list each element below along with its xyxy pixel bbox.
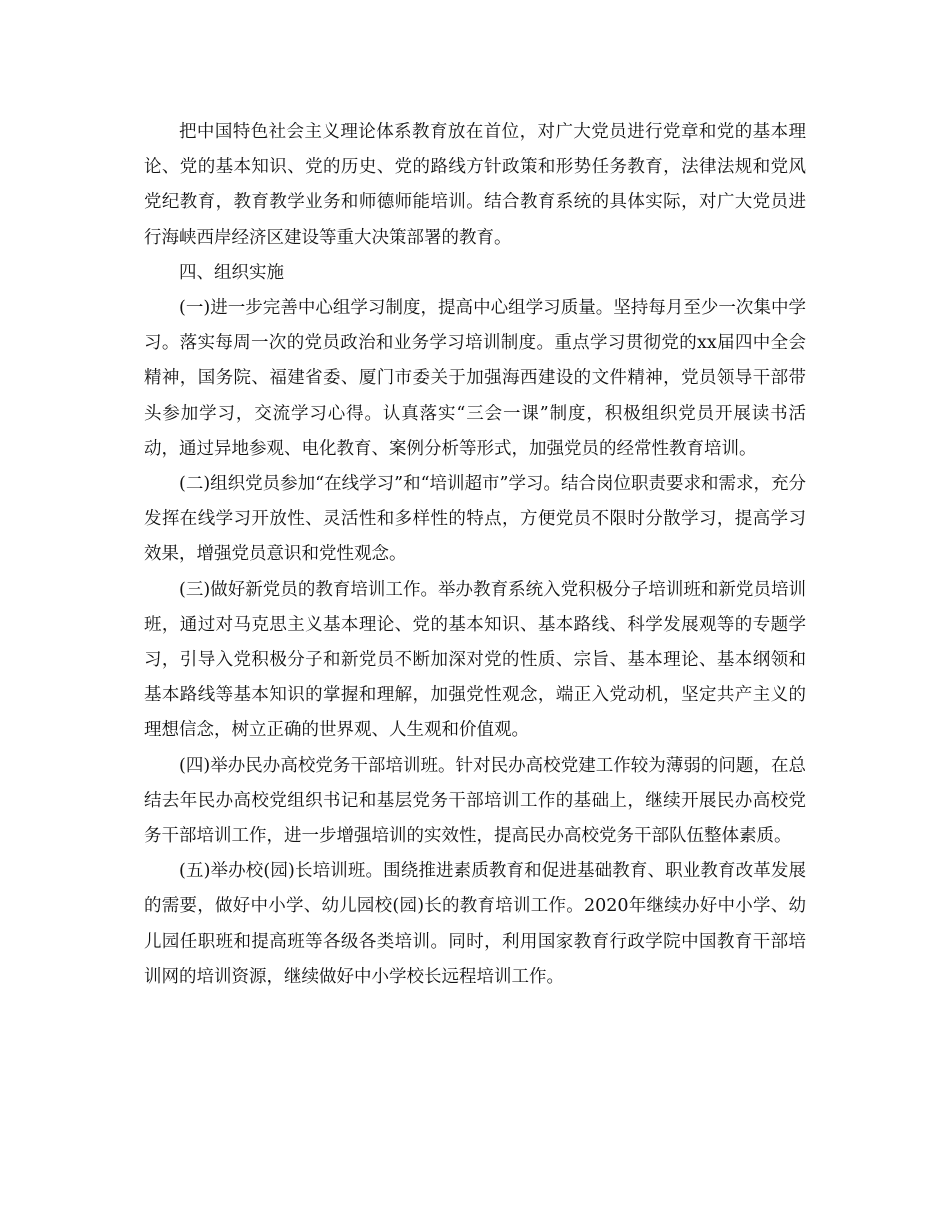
paragraph-item-4: (四)举办民办高校党务干部培训班。针对民办高校党建工作较为薄弱的问题，在总结去年民办高校党组织书记和基层党务干部培训工作的基础上，继续开展民办高校党务干部培训工作，进一步增强培训的实效性，提高民办高校党务干部队伍整体素质。 <box>144 755 806 847</box>
paragraph-intro: 把中国特色社会主义理论体系教育放在首位，对广大党员进行党章和党的基本理论、党的基本知识、党的历史、党的路线方针政策和形势任务教育，法律法规和党风党纪教育，教育教学业务和师德师能培训。结合教育系统的具体实际，对广大党员进行海峡西岸经济区建设等重大决策部署的教育。 <box>144 122 806 248</box>
section-heading: 四、组织实施 <box>179 262 284 283</box>
paragraph-item-5: (五)举办校(园)长培训班。围绕推进素质教育和促进基础教育、职业教育改革发展的需要，做好中小学、幼儿园校(园)长的教育培训工作。2020年继续办好中小学、幼儿园任职班和提高班等各级各类培训。同时，利用国家教育行政学院中国教育干部培训网的培训资源，继续做好中小学校长远程培训工作。 <box>144 861 806 987</box>
paragraph-item-1: (一)进一步完善中心组学习制度，提高中心组学习质量。坚持每月至少一次集中学习。落实每周一次的党员政治和业务学习培训制度。重点学习贯彻党的xx届四中全会精神，国务院、福建省委、厦门市委关于加强海西建设的文件精神，党员领导干部带头参加学习，交流学习心得。认真落实“三会一课”制度，积极组织党员开展读书活动，通过异地参观、电化教育、案例分析等形式，加强党员的经常性教育培训。 <box>144 298 806 459</box>
document-body <box>144 115 806 995</box>
paragraph-item-2: (二)组织党员参加“在线学习”和“培训超市”学习。结合岗位职责要求和需求，充分发挥在线学习开放性、灵活性和多样性的特点，方便党员不限时分散学习，提高学习效果，增强党员意识和党性观念。 <box>144 474 806 565</box>
paragraph-item-3: (三)做好新党员的教育培训工作。举办教育系统入党积极分子培训班和新党员培训班，通过对马克思主义基本理论、党的基本知识、基本路线、科学发展观等的专题学习，引导入党积极分子和新党员不断加深对党的性质、宗旨、基本理论、基本纲领和基本路线等基本知识的掌握和理解，加强党性观念，端正入党动机，坚定共产主义的理想信念，树立正确的世界观、人生观和价值观。 <box>144 579 806 741</box>
